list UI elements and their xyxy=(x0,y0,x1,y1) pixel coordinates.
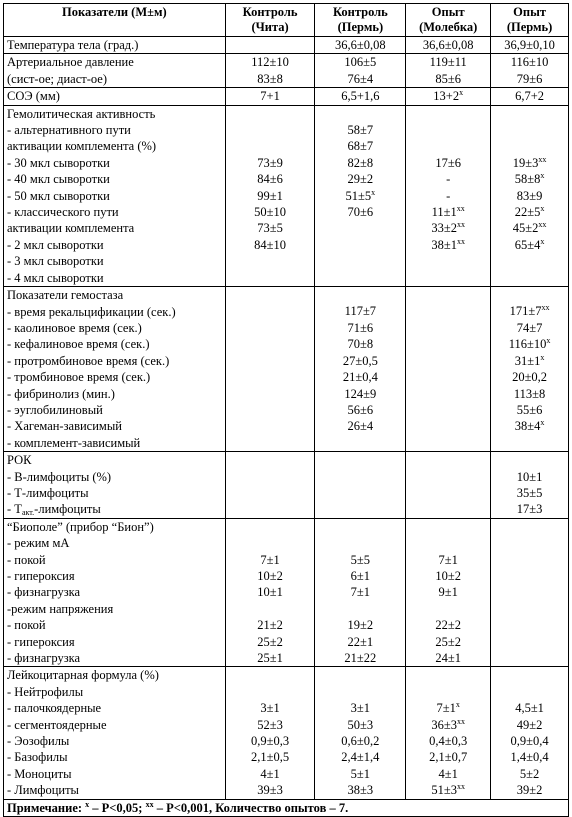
indicator-label: - гипероксия xyxy=(7,634,75,649)
cell-value: 39±2 xyxy=(516,783,543,798)
cell-value xyxy=(318,519,402,535)
indicator-label: - физнагрузка xyxy=(7,651,81,666)
cell-value xyxy=(229,122,312,138)
cell-value xyxy=(409,122,487,138)
cell-value xyxy=(318,253,402,269)
cell-control-perm xyxy=(315,287,406,452)
cell-experiment-molebka xyxy=(406,88,491,105)
cell-value: 50±10 xyxy=(254,205,286,220)
cell-value: 2,4±1,4 xyxy=(341,750,380,765)
cell-value xyxy=(494,270,565,286)
cell-experiment-molebka xyxy=(406,287,491,452)
cell-value: $13+2^x$ xyxy=(433,88,464,104)
cell-value xyxy=(318,287,402,303)
cell-value: 25±2 xyxy=(257,634,283,649)
header-text: Контроль xyxy=(242,5,298,19)
cell-value xyxy=(229,435,312,451)
indicator-label: - Базофилы xyxy=(7,750,68,765)
cell-value xyxy=(229,402,312,418)
cell-indicator xyxy=(4,37,226,54)
cell-control-perm xyxy=(315,37,406,54)
cell-value: 5±1 xyxy=(350,766,371,781)
cell-experiment-molebka xyxy=(406,667,491,799)
cell-value: 2,1±0,7 xyxy=(429,750,468,765)
cell-value: 5±2 xyxy=(519,766,540,781)
cell-value xyxy=(494,519,565,535)
header-control-perm xyxy=(315,4,406,37)
header-text: Опыт xyxy=(431,5,465,19)
row-esr xyxy=(4,88,569,105)
cell-value xyxy=(409,253,487,269)
cell-value xyxy=(409,385,487,401)
cell-value xyxy=(229,303,312,319)
cell-value: 20±0,2 xyxy=(512,370,548,385)
cell-value xyxy=(409,402,487,418)
cell-value xyxy=(229,601,312,617)
cell-value xyxy=(494,452,565,468)
cell-value: 4,5±1 xyxy=(515,701,544,716)
cell-value: - xyxy=(446,188,451,203)
indicator-label: РОК xyxy=(7,453,32,468)
indicator-label: - 30 мкл сыворотки xyxy=(7,155,110,170)
cell-value: 0,9±0,4 xyxy=(510,734,549,749)
header-text: (Чита) xyxy=(251,20,289,34)
cell-value: 52±3 xyxy=(257,717,283,732)
cell-value xyxy=(494,684,565,700)
indicator-label: - покой xyxy=(7,618,46,633)
cell-value: 22±1 xyxy=(347,634,374,649)
cell-value: 9±1 xyxy=(438,585,458,600)
cell-value: 27±0,5 xyxy=(342,353,378,368)
cell-value: 25±1 xyxy=(257,650,283,665)
cell-value: 4±1 xyxy=(260,766,280,781)
indicator-label: Лейкоцитарная формула (%) xyxy=(7,668,159,683)
cell-value xyxy=(229,667,312,683)
header-text: Показатели (М±м) xyxy=(61,5,167,19)
cell-value: 21±22 xyxy=(344,650,377,665)
cell-value: 36,6±0,08 xyxy=(422,38,474,52)
cell-value xyxy=(409,287,487,303)
indicator-label: активации комплемента xyxy=(7,221,135,236)
indicator-label: Показатели гемостаза xyxy=(7,288,124,303)
cell-experiment-molebka xyxy=(406,54,491,88)
cell-control-perm xyxy=(315,88,406,105)
cell-value: 124±9 xyxy=(344,386,377,401)
cell-experiment-molebka xyxy=(406,37,491,54)
cell-experiment-perm xyxy=(491,287,569,452)
cell-value: 6,5+1,6 xyxy=(341,89,380,104)
header-text: (Пермь) xyxy=(506,20,553,34)
cell-experiment-perm xyxy=(491,452,569,519)
indicator-label: - фибринолиз (мин.) xyxy=(7,386,115,401)
cell-value xyxy=(409,369,487,385)
cell-value xyxy=(318,106,402,122)
cell-value: 50±3 xyxy=(347,717,374,732)
cell-value xyxy=(229,485,312,501)
indicator-label: - $Т_{акт.}$-лимфоциты xyxy=(7,502,101,518)
cell-value xyxy=(409,469,487,485)
cell-value xyxy=(229,385,312,401)
cell-value: 39±3 xyxy=(257,783,283,798)
header-text: (Молебка) xyxy=(419,20,478,34)
indicator-label: - сегментоядерные xyxy=(7,717,107,732)
cell-value xyxy=(409,519,487,535)
indicator-label: - палочкоядерные xyxy=(7,701,102,716)
cell-value: $58\pm 8^x$ xyxy=(514,171,545,187)
cell-value: 119±11 xyxy=(429,55,467,70)
cell-value: $65\pm 4^x$ xyxy=(514,236,545,252)
cell-value: 116±10 xyxy=(510,55,549,70)
row-leukocyte-formula xyxy=(4,667,569,799)
cell-value: 25±2 xyxy=(435,634,461,649)
cell-value: 83±8 xyxy=(257,71,283,86)
indicator-label: - гипероксия xyxy=(7,569,75,583)
cell-value xyxy=(409,303,487,319)
cell-value xyxy=(229,336,312,352)
cell-value: 71±6 xyxy=(347,320,374,335)
cell-value: $51\pm 3^{xx}$ xyxy=(431,782,465,798)
row-blood-pressure xyxy=(4,54,569,88)
cell-value xyxy=(229,369,312,385)
indicator-label: (сист-ое; диаст-ое) xyxy=(7,71,108,86)
indicator-label: Артериальное давление xyxy=(7,55,134,70)
indicator-label: - Моноциты xyxy=(7,766,72,781)
cell-experiment-perm xyxy=(491,37,569,54)
cell-value: 7±1 xyxy=(350,585,371,600)
cell-value xyxy=(318,485,402,501)
cell-experiment-molebka xyxy=(406,452,491,519)
cell-value xyxy=(318,270,402,286)
header-text: Контроль xyxy=(332,5,388,19)
cell-value: 0,9±0,3 xyxy=(251,734,290,749)
cell-value xyxy=(229,501,312,517)
cell-value: 22±2 xyxy=(435,618,461,633)
cell-value xyxy=(229,452,312,468)
indicator-label: - 3 мкл сыворотки xyxy=(7,254,104,269)
cell-experiment-molebka xyxy=(406,518,491,667)
indicator-label: - протромбиновое время (сек.) xyxy=(7,353,170,368)
cell-value: 5±5 xyxy=(350,552,371,567)
indicator-label: “Биополе” (прибор “Бион”) xyxy=(7,519,154,534)
cell-value xyxy=(409,501,487,517)
cell-value: $51\pm 5^x$ xyxy=(345,187,376,203)
row-biofield xyxy=(4,518,569,667)
cell-control-perm xyxy=(315,667,406,799)
indicator-label: Температура тела (град.) xyxy=(7,38,139,52)
cell-value: 99±1 xyxy=(257,188,283,203)
data-table xyxy=(3,3,569,817)
cell-value xyxy=(318,501,402,517)
indicator-label: - кефалиновое время (сек.) xyxy=(7,337,150,352)
cell-value: $7\pm 1^x$ xyxy=(436,700,460,716)
cell-value xyxy=(318,452,402,468)
cell-value xyxy=(494,253,565,269)
cell-value: 21±2 xyxy=(257,618,283,633)
indicator-label: - 40 мкл сыворотки xyxy=(7,172,110,187)
cell-control-perm xyxy=(315,452,406,519)
indicator-label: - Лимфоциты xyxy=(7,783,79,798)
cell-value: 38±3 xyxy=(347,783,374,798)
cell-value: 73±9 xyxy=(257,155,283,170)
cell-value xyxy=(229,138,312,154)
cell-value xyxy=(409,485,487,501)
indicator-label: - Нейтрофилы xyxy=(7,684,84,699)
cell-value xyxy=(229,320,312,336)
cell-value: 76±4 xyxy=(347,71,374,86)
cell-value: $116\pm 10^x$ xyxy=(508,336,551,352)
cell-experiment-perm xyxy=(491,105,569,286)
cell-value: 26±4 xyxy=(347,419,374,434)
header-control-chita xyxy=(225,4,315,37)
cell-value xyxy=(318,684,402,700)
cell-value: 49±2 xyxy=(516,717,543,732)
cell-indicator xyxy=(4,518,226,667)
cell-value xyxy=(494,634,565,650)
cell-value: $22\pm 5^x$ xyxy=(514,204,545,220)
indicator-label: - 2 мкл сыворотки xyxy=(7,237,104,252)
cell-value: 112±10 xyxy=(251,55,289,70)
cell-value: 1,4±0,4 xyxy=(510,750,549,765)
cell-value: $45\pm 2^{xx}$ xyxy=(512,220,547,236)
cell-value xyxy=(409,320,487,336)
cell-value xyxy=(229,469,312,485)
header-row xyxy=(4,4,569,37)
cell-value xyxy=(409,106,487,122)
cell-value xyxy=(229,535,312,551)
indicator-label: - 4 мкл сыворотки xyxy=(7,270,104,285)
cell-value xyxy=(318,667,402,683)
cell-value xyxy=(229,270,312,286)
cell-value xyxy=(494,584,565,600)
indicator-label: - тромбиновое время (сек.) xyxy=(7,370,151,385)
cell-value: $171\pm 7^{xx}$ xyxy=(509,303,550,319)
cell-value xyxy=(494,106,565,122)
cell-value: 0,6±0,2 xyxy=(341,734,380,749)
cell-value xyxy=(318,237,402,253)
cell-value: 10±1 xyxy=(257,585,283,600)
cell-value xyxy=(409,452,487,468)
cell-value: 10±1 xyxy=(516,469,543,484)
cell-value xyxy=(494,287,565,303)
cell-value: $38\pm 4^x$ xyxy=(514,418,545,434)
indicator-label: - каолиновое время (сек.) xyxy=(7,320,142,335)
cell-value: 68±7 xyxy=(347,139,374,154)
cell-value xyxy=(318,220,402,236)
cell-control-chita xyxy=(225,452,315,519)
cell-value: 106±5 xyxy=(344,55,377,70)
cell-value xyxy=(409,601,487,617)
footnote: Примечание: $^x$ – Р<0,05; $^{xx}$ – Р<0,001, Количество опытов – 7. xyxy=(4,799,569,816)
cell-value xyxy=(318,601,402,617)
cell-value: 0,4±0,3 xyxy=(429,734,468,749)
cell-value xyxy=(318,469,402,485)
cell-value: 7±1 xyxy=(260,552,280,567)
cell-value xyxy=(229,253,312,269)
cell-value: 70±8 xyxy=(347,337,374,352)
cell-value: 113±8 xyxy=(513,386,546,401)
cell-control-chita xyxy=(225,105,315,286)
cell-value xyxy=(409,138,487,154)
cell-control-chita xyxy=(225,54,315,88)
cell-indicator xyxy=(4,287,226,452)
indicator-label: - время рекальцификации (сек.) xyxy=(7,304,176,319)
indicator-label: Гемолитическая активность xyxy=(7,106,156,121)
cell-value: 82±8 xyxy=(347,155,374,170)
cell-value: 55±6 xyxy=(516,402,543,417)
cell-value: $19\pm 3^{xx}$ xyxy=(512,154,547,170)
cell-control-chita xyxy=(225,37,315,54)
indicator-label: - комплемент-зависимый xyxy=(7,435,141,450)
row-rok xyxy=(4,452,569,519)
cell-indicator xyxy=(4,88,226,105)
cell-value xyxy=(494,138,565,154)
indicator-label: - Т-лимфоциты xyxy=(7,485,89,500)
cell-value xyxy=(494,617,565,633)
cell-value xyxy=(494,667,565,683)
cell-value xyxy=(229,519,312,535)
cell-value: - xyxy=(446,172,451,187)
cell-value xyxy=(409,418,487,434)
cell-value: 85±6 xyxy=(435,71,461,86)
cell-value: 10±2 xyxy=(435,568,461,583)
cell-control-chita xyxy=(225,88,315,105)
cell-experiment-molebka xyxy=(406,105,491,286)
cell-value xyxy=(409,353,487,369)
cell-value: 84±10 xyxy=(254,237,286,252)
cell-value xyxy=(409,270,487,286)
cell-indicator xyxy=(4,452,226,519)
cell-value xyxy=(409,667,487,683)
cell-value xyxy=(229,353,312,369)
cell-control-chita xyxy=(225,667,315,799)
cell-experiment-perm xyxy=(491,54,569,88)
indicator-label: -режим напряжения xyxy=(7,601,114,616)
cell-value: 17±3 xyxy=(516,502,543,517)
cell-value xyxy=(229,106,312,122)
cell-value: 36,9±0,10 xyxy=(504,38,555,52)
cell-indicator xyxy=(4,54,226,88)
cell-experiment-perm xyxy=(491,518,569,667)
cell-value xyxy=(229,287,312,303)
cell-value: 4±1 xyxy=(438,766,458,781)
cell-value: 84±6 xyxy=(257,172,283,187)
cell-value: 36,6±0,08 xyxy=(335,38,386,52)
cell-value: 7±1 xyxy=(438,552,458,567)
cell-control-perm xyxy=(315,518,406,667)
cell-value xyxy=(409,684,487,700)
cell-indicator xyxy=(4,105,226,286)
cell-value: $31\pm 1^x$ xyxy=(514,352,545,368)
indicator-label: - эуглобилиновый xyxy=(7,402,103,417)
indicator-label: - Хагеман-зависимый xyxy=(7,419,122,434)
indicator-label: - классического пути xyxy=(7,205,119,220)
cell-value: 10±2 xyxy=(257,568,283,583)
header-indicator xyxy=(4,4,226,37)
cell-value: 7+1 xyxy=(260,89,280,104)
cell-value: 19±2 xyxy=(347,618,374,633)
cell-value: 6,7+2 xyxy=(515,89,545,104)
cell-value: 117±7 xyxy=(344,304,377,319)
table-body xyxy=(4,37,569,817)
indicator-label: - физнагрузка xyxy=(7,585,81,600)
cell-value xyxy=(494,650,565,666)
cell-value: 3±1 xyxy=(260,701,280,716)
cell-value: 58±7 xyxy=(347,123,374,138)
header-text: Опыт xyxy=(513,5,546,19)
cell-value: 21±0,4 xyxy=(342,370,378,385)
cell-value: 70±6 xyxy=(347,205,374,220)
cell-control-chita xyxy=(225,518,315,667)
indicator-label: - альтернативного пути xyxy=(7,123,131,138)
cell-value: 2,1±0,5 xyxy=(251,750,290,765)
cell-value xyxy=(318,535,402,551)
cell-value xyxy=(494,122,565,138)
cell-value: $11\pm 1^{xx}$ xyxy=(431,204,465,220)
cell-value: 73±5 xyxy=(257,221,283,236)
cell-indicator xyxy=(4,667,226,799)
row-hemolytic-activity xyxy=(4,105,569,286)
cell-value: 35±5 xyxy=(516,485,543,500)
indicator-label: активации комплемента (%) xyxy=(7,139,157,154)
indicator-label: СОЭ (мм) xyxy=(7,89,60,104)
row-hemostasis xyxy=(4,287,569,452)
cell-value xyxy=(409,336,487,352)
cell-value xyxy=(494,435,565,451)
indicator-label: - Эозофилы xyxy=(7,734,70,749)
cell-value xyxy=(229,418,312,434)
cell-control-chita xyxy=(225,287,315,452)
cell-value: 56±6 xyxy=(347,402,374,417)
cell-value xyxy=(229,684,312,700)
cell-value xyxy=(409,535,487,551)
cell-value: 74±7 xyxy=(516,320,543,335)
cell-value xyxy=(494,568,565,584)
header-text: (Пермь) xyxy=(337,20,384,34)
cell-control-perm xyxy=(315,54,406,88)
cell-value: 83±9 xyxy=(516,188,543,203)
cell-experiment-perm xyxy=(491,88,569,105)
cell-value: 24±1 xyxy=(435,650,461,665)
indicator-label: - 50 мкл сыворотки xyxy=(7,188,110,203)
header-experiment-perm xyxy=(491,4,569,37)
cell-value: 29±2 xyxy=(347,172,374,187)
cell-value xyxy=(494,552,565,568)
cell-value: 17±6 xyxy=(435,155,461,170)
indicator-label: - режим мА xyxy=(7,536,70,551)
header-experiment-molebka xyxy=(406,4,491,37)
cell-value: $38\pm 1^{xx}$ xyxy=(431,236,465,252)
row-temperature xyxy=(4,37,569,54)
indicator-label: - покой xyxy=(7,552,46,567)
cell-value xyxy=(494,535,565,551)
cell-value xyxy=(494,601,565,617)
cell-value: 79±6 xyxy=(516,71,543,86)
cell-value: $33\pm 2^{xx}$ xyxy=(431,220,465,236)
cell-value xyxy=(409,435,487,451)
cell-value xyxy=(318,435,402,451)
cell-experiment-perm xyxy=(491,667,569,799)
cell-value: 3±1 xyxy=(350,701,371,716)
cell-control-perm xyxy=(315,105,406,286)
cell-value xyxy=(229,37,312,53)
cell-value: $36\pm 3^{xx}$ xyxy=(431,716,465,732)
indicator-label: - В-лимфоциты (%) xyxy=(7,469,112,484)
cell-value: 6±1 xyxy=(350,568,371,583)
